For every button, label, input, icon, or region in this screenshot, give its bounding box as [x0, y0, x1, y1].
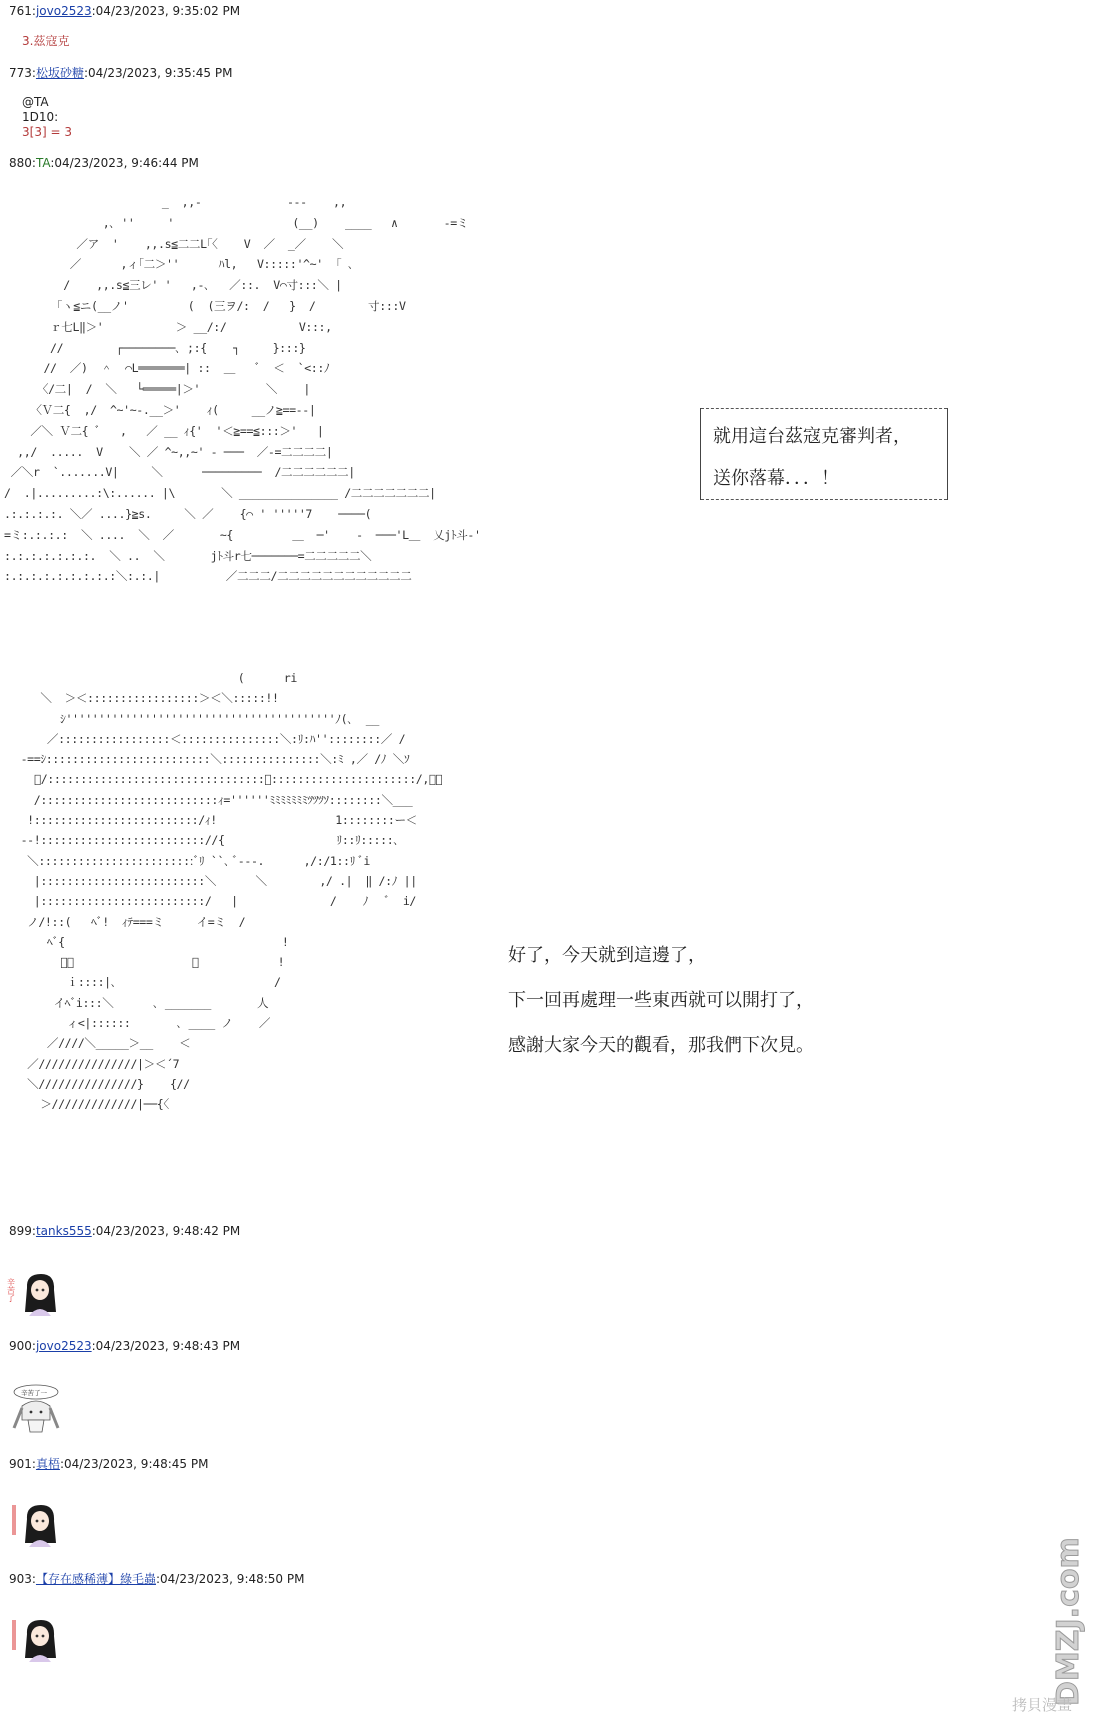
- watermark-text: DMZJ.com: [1051, 1537, 1086, 1706]
- username-label: TA: [35, 156, 51, 170]
- post-header-899: 899:tanks555:04/23/2023, 9:48:42 PM: [9, 1224, 241, 1238]
- post-header-903: 903:【存在感稀薄】綠毛蟲:04/23/2023, 9:48:50 PM: [9, 1572, 305, 1586]
- post-header-773: 773:松坂砂糖:04/23/2023, 9:35:45 PM: [9, 66, 233, 80]
- username-link[interactable]: tanks555: [35, 1224, 92, 1238]
- closing-line: 感謝大家今天的觀看，那我們下次見。: [508, 1035, 814, 1056]
- post-number: 773: [9, 66, 32, 80]
- post-header-880: 880:TA:04/23/2023, 9:46:44 PM: [9, 156, 199, 170]
- otsukare-stamp-image: [9, 1499, 63, 1549]
- post-number: 901: [9, 1457, 32, 1471]
- speech-line: 就用這台茲寇克審判者，: [713, 426, 911, 447]
- post-header-900: 900:jovo2523:04/23/2023, 9:48:43 PM: [9, 1339, 241, 1353]
- post-number: 880: [9, 156, 32, 170]
- post-number: 900: [9, 1339, 32, 1353]
- post-timestamp: 04/23/2023, 9:48:50 PM: [160, 1572, 305, 1586]
- username-link[interactable]: 【存在感稀薄】綠毛蟲: [35, 1572, 156, 1586]
- post-timestamp: 04/23/2023, 9:48:42 PM: [95, 1224, 241, 1238]
- post-timestamp: 04/23/2023, 9:46:44 PM: [54, 156, 199, 170]
- post-text: 3.茲寇克: [22, 34, 70, 48]
- post-timestamp: 04/23/2023, 9:35:02 PM: [95, 4, 241, 18]
- closing-line: 下一回再處理一些東西就可以開打了，: [508, 990, 814, 1011]
- post-header-901: 901:真梧:04/23/2023, 9:48:45 PM: [9, 1457, 209, 1471]
- post-number: 899: [9, 1224, 32, 1238]
- dmzj-watermark: [1048, 1537, 1092, 1708]
- ascii-art-face: ( ri ＼ ＞＜:::::::::::::::::＞＜＼:::::!! ｼ'''''''''''''''''''''''''''''''''''''''''ﾉ(､ __ ／:::::::::::::::::＜:::::::::::::::＼:ﾘ:ﾊ''::::::::／ / -==ｼ:::::::::::::::::::::::::＼:::::::::::::::＼:ﾐ ,／ /ﾉ ＼ｿ ﾞ/:::::::::::::::::::::::::::::::::＼::::::::::::::::::::::/,､＼ /:::::::::::::::::::::::::::ｨ=''''''ﾐﾐﾐﾐﾐﾐﾐﾂﾂﾂｿ::::::::＼___ !:::::::::::::::::::::::::/ｨ! 1::::::::ー＜ --!::::::::::::::::::::::::://{ ﾘ::ﾘ:::::､ ＼::::::::::::::::::::::::ﾞﾘ ``､ ﾞ---. ,/:/1::ﾘ ﾞi |:::::::::::::::::::::::::＼ ＼ ,/ .| ‖ /:ﾉ || |:::::::::::::::::::::::::/ | / ﾉ ﾞ i/ ノ/!::( ﾍﾞ! ｨﾃ===ミ イ=ミ / ﾍﾞ{ ! ﾞ､ 〉 ! ｉ::::|､ / イﾍﾞi:::＼ ､ _______ 人 ィ<|:::::: ､ ____ ノ ／ ／////＼_____＞__ ＜ ／///////////////|＞＜´7 ＼///////////////} {// ＞/////////////|──{〈: [20, 671, 443, 1112]
- otsukare-stamp-image: [6, 1268, 63, 1318]
- post-timestamp: 04/23/2023, 9:48:45 PM: [64, 1457, 209, 1471]
- post-text: 1D10:: [22, 110, 59, 124]
- dice-result: 3[3] = 3: [22, 125, 72, 139]
- hachune-stamp-image: [9, 1384, 63, 1434]
- closing-line: 好了，今天就到這邊了，: [508, 945, 706, 966]
- brand-watermark: 拷貝漫畫: [1012, 1696, 1073, 1714]
- speech-bubble: [700, 408, 948, 500]
- stamp-text: 辛苦了: [6, 1278, 16, 1302]
- username-link[interactable]: 真梧: [35, 1457, 60, 1471]
- username-link[interactable]: 松坂砂糖: [35, 66, 84, 80]
- post-timestamp: 04/23/2023, 9:35:45 PM: [88, 66, 233, 80]
- otsukare-stamp-image: [9, 1614, 63, 1664]
- post-number: 761: [9, 4, 32, 18]
- ascii-art-zaku: _ ,,- --- ,, ,､ '' ' (__) ____ ∧ -=ミ ／ア ' ,,.s≦二二L｢〈 V ／ _／ ＼ ／ ,ィ｢二＞'' ﾊl, V:::::'^~' ｢ ､ / ,,.s≦三レ' ' ,-､ ／::. V⌒寸:::＼ | ｢ヽ≦ニ(__ノ' ( (三ヲ/: / } / 寸:::V ｒ七L‖＞' ＞ __/:/ V:::, // ┌────────､ ;:{ ┐ }:::} // ／) ＾ ⌒L═══════| :: ＿ ﾞ ＜ `<::ﾉ 〈/二| / ＼ └═════|＞' ＼ | 〈Ｖ二{ ,/ ^~'~-.__＞' ｨ( __ノ≧==--| ／＼ Ｖ二{ ﾞ , ／ __ ｨ{' '＜≧==≦:::＞' | ,,/ ..... V ＼ ／ ^~,,~' ‐ ─── ／-=二二二二| ／＼r `.......V| ＼ ───────── /二二二二二二| / .|.........:\:...... |\ ＼ _______________ /二二二二二二二| .:.:.:.:. ＼／ ....}≧s. ＼ ／ {⌒ ' '''''7 ────( =ミ:.:.:.: ＼ .... ＼ ／ ~{ ＿ ─' - ───'L＿ 乂jﾄ斗-' :.:.:.:.:.:.:. ＼ .. ＼ jﾄ斗r七───────=二二二二二＼ :.:.:.:.:.:.:.:.:＼:.:.| ／二二二/二二二二二二二二二二二二: [4, 195, 481, 584]
- post-timestamp: 04/23/2023, 9:48:43 PM: [95, 1339, 241, 1353]
- stamp-text: 辛苦了一: [21, 1389, 47, 1397]
- speech-line: 送你落幕．．．！: [713, 468, 839, 489]
- post-text: @TA: [22, 95, 49, 109]
- username-link[interactable]: jovo2523: [35, 4, 92, 18]
- username-link[interactable]: jovo2523: [35, 1339, 92, 1353]
- post-header-761: 761:jovo2523:04/23/2023, 9:35:02 PM: [9, 4, 241, 18]
- post-number: 903: [9, 1572, 32, 1586]
